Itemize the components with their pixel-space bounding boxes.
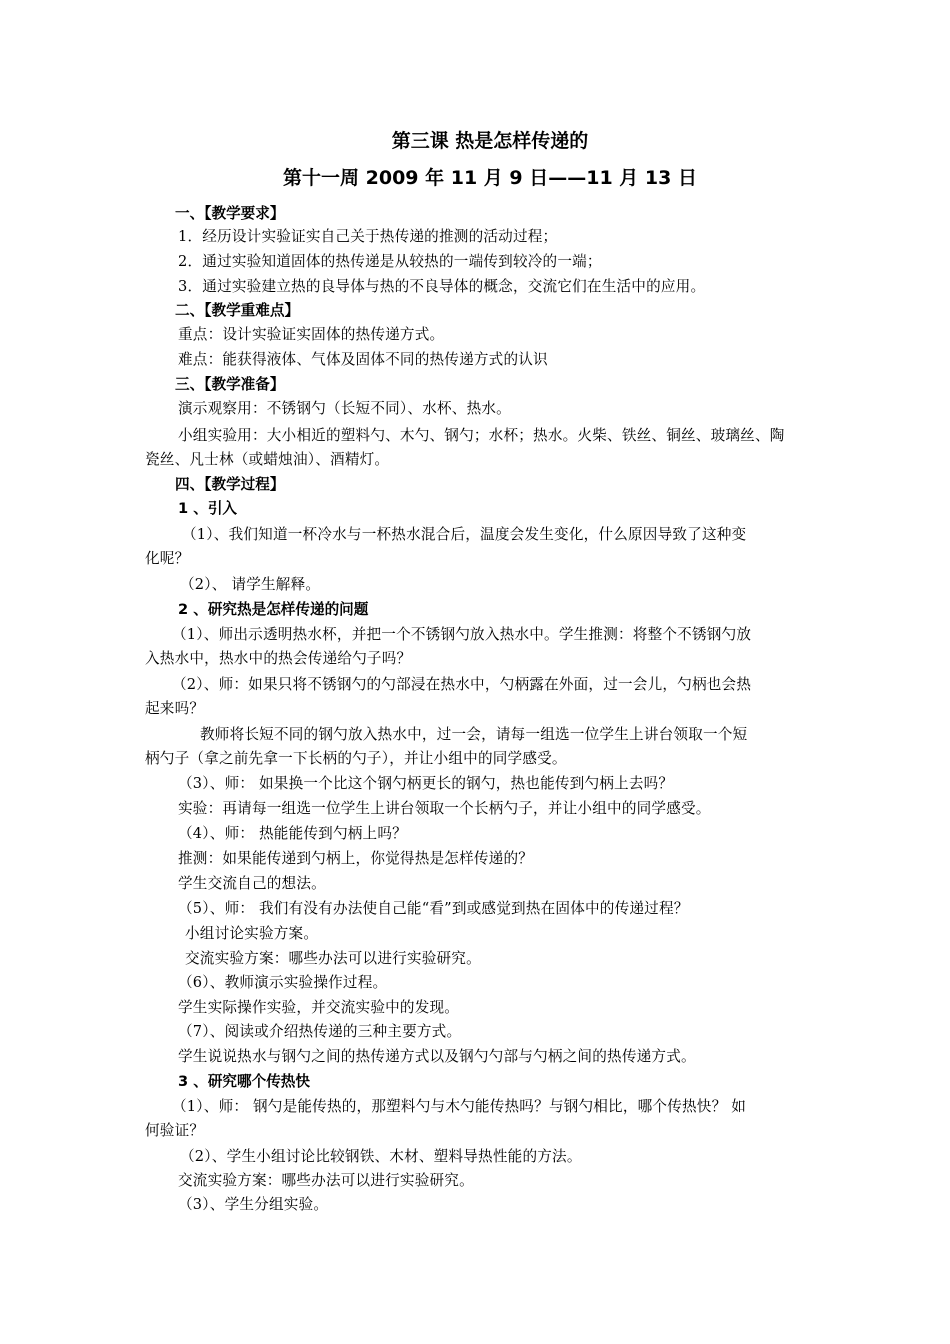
page-title: 第三课 热是怎样传递的	[391, 130, 589, 152]
text-line: 推测：如果能传递到勺柄上，你觉得热是怎样传递的？	[178, 850, 534, 867]
text-line: （2）、 请学生解释。	[180, 576, 321, 593]
text-line: 交流实验方案：哪些办法可以进行实验研究。	[178, 1172, 474, 1189]
text-line: 1．经历设计实验证实自己关于热传递的推测的活动过程；	[178, 228, 558, 245]
text-line: 起来吗？	[145, 700, 205, 717]
text-line: 难点：能获得液体、气体及固体不同的热传递方式的认识	[178, 351, 548, 368]
section-heading: 3 、研究哪个传热快	[178, 1073, 310, 1090]
text-line: 3．通过实验建立热的良导体与热的不良导体的概念，交流它们在生活中的应用。	[178, 278, 706, 295]
section-heading: 二、【教学重难点】	[175, 302, 300, 319]
text-line: （2）、学生小组讨论比较钢铁、木材、塑料导热性能的方法。	[180, 1148, 582, 1165]
text-line: 实验：再请每一组选一位学生上讲台领取一个长柄勺子，并让小组中的同学感受。	[178, 800, 711, 817]
text-line: （7）、阅读或介绍热传递的三种主要方式。	[178, 1023, 462, 1040]
text-line: 交流实验方案：哪些办法可以进行实验研究。	[185, 950, 481, 967]
text-line: 化呢？	[145, 550, 190, 567]
text-line: 演示观察用：不锈钢勺（长短不同）、水杯、热水。	[178, 400, 511, 417]
section-heading: 三、【教学准备】	[175, 376, 285, 393]
text-line: （1）、师出示透明热水杯，并把一个不锈钢勺放入热水中。学生推测：将整个不锈钢勺放	[172, 626, 752, 643]
text-line: 入热水中，热水中的热会传递给勺子吗？	[145, 650, 412, 667]
text-line: 2．通过实验知道固体的热传递是从较热的一端传到较冷的一端；	[178, 253, 602, 270]
text-line: 何验证？	[145, 1122, 205, 1139]
text-line: 小组讨论实验方案。	[185, 925, 319, 942]
text-line: （1）、师： 钢勺是能传热的，那塑料勺与木勺能传热吗？与钢勺相比，哪个传热快？ 如	[172, 1098, 747, 1115]
page-subtitle: 第十一周 2009 年 11 月 9 日——11 月 13 日	[283, 167, 697, 189]
text-line: 瓷丝、凡士林（或蜡烛油）、酒精灯。	[145, 451, 390, 468]
text-line: （2）、师：如果只将不锈钢勺的勺部浸在热水中，勺柄露在外面，过一会儿，勺柄也会热	[172, 676, 752, 693]
text-line: 重点：设计实验证实固体的热传递方式。	[178, 326, 445, 343]
text-line: 柄勺子（拿之前先拿一下长柄的勺子），并让小组中的同学感受。	[145, 750, 567, 767]
text-line: （3）、学生分组实验。	[178, 1196, 329, 1213]
text-line: （4）、师： 热能能传到勺柄上吗？	[178, 825, 407, 842]
text-line: 教师将长短不同的钢勺放入热水中，过一会，请每一组选一位学生上讲台领取一个短	[200, 726, 748, 743]
section-heading: 四、【教学过程】	[175, 476, 285, 493]
text-line: 小组实验用：大小相近的塑料勺、木勺、钢勺；水杯；热水。火柴、铁丝、铜丝、玻璃丝、陶	[178, 427, 785, 444]
section-heading: 2 、研究热是怎样传递的问题	[178, 601, 369, 618]
text-line: 学生说说热水与钢勺之间的热传递方式以及钢勺勺部与勺柄之间的热传递方式。	[178, 1048, 696, 1065]
text-line: 学生实际操作实验，并交流实验中的发现。	[178, 999, 460, 1016]
text-line: （6）、教师演示实验操作过程。	[178, 974, 388, 991]
text-line: （3）、师： 如果换一个比这个钢勺柄更长的钢勺，热也能传到勺柄上去吗？	[178, 775, 674, 792]
text-line: （5）、师： 我们有没有办法使自己能“看”到或感觉到热在固体中的传递过程？	[178, 900, 689, 917]
section-heading: 一、【教学要求】	[175, 205, 285, 222]
text-line: （1）、我们知道一杯冷水与一杯热水混合后，温度会发生变化，什么原因导致了这种变	[182, 526, 747, 543]
section-heading: 1 、引入	[178, 500, 238, 517]
text-line: 学生交流自己的想法。	[178, 875, 326, 892]
